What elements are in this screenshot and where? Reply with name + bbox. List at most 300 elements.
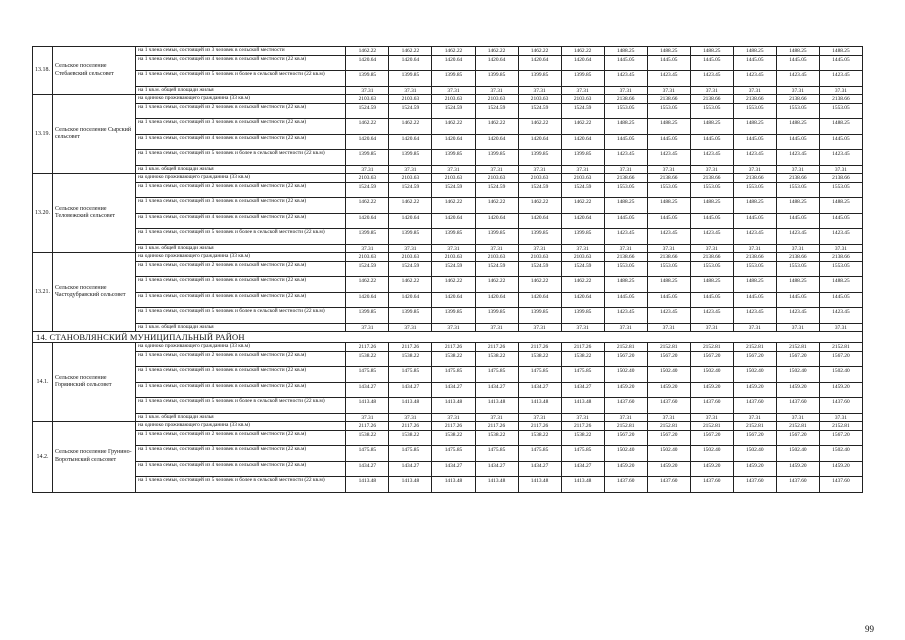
- value-cell: 1420.64: [389, 213, 432, 229]
- settlement-name: Сельское поселение Теловежский сельсовет: [53, 174, 136, 253]
- table-row: [33, 292, 863, 308]
- value-cell: 1553.05: [819, 182, 862, 198]
- value-cell: 2138.66: [819, 95, 862, 104]
- value-cell: 1524.59: [389, 261, 432, 277]
- value-cell: 1413.48: [346, 398, 389, 414]
- value-cell: 2152.81: [776, 343, 819, 352]
- row-description: на одиноко проживающего гражданина (33 кв.м): [136, 253, 346, 262]
- table-row: [33, 430, 863, 446]
- row-description: на 1 кв.м. общей площади жилья: [136, 165, 346, 174]
- value-cell: 1553.05: [776, 103, 819, 119]
- value-cell: 1420.64: [475, 134, 518, 150]
- value-cell: 1462.22: [432, 198, 475, 214]
- value-cell: 1399.85: [432, 71, 475, 87]
- settlement-name: Сельское поселение Сырский сельсовет: [53, 95, 136, 174]
- value-cell: 1399.85: [518, 71, 561, 87]
- value-cell: 37.31: [518, 165, 561, 174]
- value-cell: 1524.59: [432, 103, 475, 119]
- value-cell: 1567.20: [733, 351, 776, 367]
- value-cell: 1434.27: [346, 382, 389, 398]
- value-cell: 2138.66: [604, 174, 647, 183]
- row-description: на 1 члена семьи, состоящей из 3 человек в сельской местности (22 кв.м): [136, 198, 346, 214]
- row-description: на 1 члена семьи, состоящей из 2 человек в сельской местности (22 кв.м): [136, 430, 346, 446]
- value-cell: 1538.22: [475, 430, 518, 446]
- value-cell: 2103.63: [518, 95, 561, 104]
- value-cell: 2152.81: [690, 422, 733, 431]
- value-cell: 37.31: [561, 413, 604, 422]
- value-cell: 1423.45: [647, 71, 690, 87]
- value-cell: 37.31: [690, 86, 733, 95]
- value-cell: 1445.05: [604, 213, 647, 229]
- value-cell: 1437.60: [647, 398, 690, 414]
- value-cell: 1445.05: [604, 134, 647, 150]
- value-cell: 1553.05: [776, 182, 819, 198]
- table-row: [33, 261, 863, 277]
- value-cell: 1434.27: [432, 461, 475, 477]
- value-cell: 1445.05: [733, 213, 776, 229]
- settlement-name: Сельское поселение Грунино-Воротынский сельсовет: [53, 422, 136, 493]
- value-cell: 1462.22: [432, 47, 475, 56]
- value-cell: 2103.63: [475, 95, 518, 104]
- settlement-code: 13.19.: [33, 95, 53, 174]
- row-description: на 1 члена семьи, состоящей из 3 человек в сельской местности (22 кв.м): [136, 119, 346, 135]
- value-cell: 1475.85: [518, 367, 561, 383]
- table-row: [33, 323, 863, 332]
- value-cell: 1434.27: [389, 382, 432, 398]
- value-cell: 1445.05: [819, 134, 862, 150]
- value-cell: 2138.66: [733, 174, 776, 183]
- value-cell: 1423.45: [690, 150, 733, 166]
- value-cell: 37.31: [475, 323, 518, 332]
- value-cell: 2138.66: [690, 253, 733, 262]
- value-cell: 1423.45: [604, 229, 647, 245]
- row-description: на 1 члена семьи, состоящей из 5 человек и более в сельской местности (22 кв.м): [136, 229, 346, 245]
- value-cell: 1423.45: [776, 150, 819, 166]
- value-cell: 1445.05: [690, 134, 733, 150]
- value-cell: 1488.25: [733, 119, 776, 135]
- value-cell: 1553.05: [690, 182, 733, 198]
- value-cell: 1445.05: [776, 292, 819, 308]
- value-cell: 1462.22: [389, 277, 432, 293]
- value-cell: 1475.85: [475, 367, 518, 383]
- value-cell: 37.31: [389, 323, 432, 332]
- row-description: на 1 члена семьи, состоящей из 2 человек в сельской местности (22 кв.м): [136, 351, 346, 367]
- value-cell: 37.31: [561, 86, 604, 95]
- value-cell: 1434.27: [561, 382, 604, 398]
- value-cell: 1538.22: [475, 351, 518, 367]
- table-row: [33, 229, 863, 245]
- value-cell: 37.31: [733, 165, 776, 174]
- row-description: на одиноко проживающего гражданина (33 кв.м): [136, 95, 346, 104]
- value-cell: 1502.40: [690, 367, 733, 383]
- value-cell: 1553.05: [604, 103, 647, 119]
- row-description: на 1 кв.м. общей площади жилья: [136, 86, 346, 95]
- value-cell: 1502.40: [647, 446, 690, 462]
- value-cell: 37.31: [604, 323, 647, 332]
- value-cell: 1567.20: [604, 351, 647, 367]
- value-cell: 1445.05: [647, 292, 690, 308]
- value-cell: 2117.26: [389, 422, 432, 431]
- value-cell: 1437.60: [647, 477, 690, 493]
- value-cell: 1538.22: [561, 430, 604, 446]
- value-cell: 2138.66: [604, 95, 647, 104]
- value-cell: 1462.22: [561, 198, 604, 214]
- value-cell: 37.31: [647, 323, 690, 332]
- row-description: на 1 члена семьи, состоящей из 5 человек и более в сельской местности (22 кв.м): [136, 150, 346, 166]
- value-cell: 1462.22: [518, 47, 561, 56]
- value-cell: 1462.22: [475, 47, 518, 56]
- table-row: [33, 47, 863, 56]
- value-cell: 1437.60: [690, 477, 733, 493]
- value-cell: 2138.66: [819, 174, 862, 183]
- value-cell: 1553.05: [819, 261, 862, 277]
- table-row: [33, 253, 863, 262]
- value-cell: 37.31: [690, 165, 733, 174]
- value-cell: 1437.60: [776, 477, 819, 493]
- row-description: на 1 члена семьи, состоящей из 4 человек в сельской местности (22 кв.м): [136, 461, 346, 477]
- value-cell: 1462.22: [389, 198, 432, 214]
- value-cell: 37.31: [819, 244, 862, 253]
- value-cell: 1413.48: [432, 477, 475, 493]
- value-cell: 1553.05: [647, 182, 690, 198]
- value-cell: 1475.85: [561, 446, 604, 462]
- value-cell: 1423.45: [733, 71, 776, 87]
- value-cell: 1434.27: [475, 382, 518, 398]
- value-cell: 1488.25: [604, 119, 647, 135]
- value-cell: 1567.20: [647, 351, 690, 367]
- value-cell: 1420.64: [561, 292, 604, 308]
- table-row: [33, 103, 863, 119]
- value-cell: 37.31: [647, 413, 690, 422]
- row-description: на 1 кв.м. общей площади жилья: [136, 323, 346, 332]
- value-cell: 2152.81: [733, 343, 776, 352]
- value-cell: 2138.66: [647, 253, 690, 262]
- value-cell: 1399.85: [475, 150, 518, 166]
- value-cell: 2103.63: [432, 174, 475, 183]
- value-cell: 1459.20: [690, 461, 733, 477]
- value-cell: 2117.26: [432, 422, 475, 431]
- value-cell: 1459.20: [690, 382, 733, 398]
- table-row: [33, 244, 863, 253]
- value-cell: 1420.64: [346, 55, 389, 71]
- value-cell: 1488.25: [604, 198, 647, 214]
- value-cell: 1524.59: [475, 103, 518, 119]
- value-cell: 1420.64: [432, 134, 475, 150]
- value-cell: 1420.64: [518, 292, 561, 308]
- value-cell: 2117.26: [518, 422, 561, 431]
- table-row: [33, 55, 863, 71]
- value-cell: 37.31: [776, 165, 819, 174]
- value-cell: 1553.05: [819, 103, 862, 119]
- value-cell: 1423.45: [647, 229, 690, 245]
- row-description: на 1 члена семьи, состоящей из 5 человек и более в сельской местности (22 кв.м): [136, 308, 346, 324]
- value-cell: 37.31: [346, 413, 389, 422]
- value-cell: 1488.25: [819, 47, 862, 56]
- value-cell: 1567.20: [690, 430, 733, 446]
- value-cell: 1420.64: [561, 55, 604, 71]
- value-cell: 1420.64: [432, 213, 475, 229]
- value-cell: 2103.63: [346, 253, 389, 262]
- value-cell: 1524.59: [561, 182, 604, 198]
- value-cell: 1524.59: [561, 103, 604, 119]
- value-cell: 2117.26: [346, 343, 389, 352]
- value-cell: 1502.40: [733, 446, 776, 462]
- value-cell: 1553.05: [733, 182, 776, 198]
- value-cell: 37.31: [733, 323, 776, 332]
- value-cell: 2103.63: [389, 174, 432, 183]
- settlement-name: Сельское поселение Горяинский сельсовет: [53, 343, 136, 422]
- value-cell: 1445.05: [819, 292, 862, 308]
- value-cell: 1524.59: [389, 182, 432, 198]
- value-cell: 2103.63: [346, 174, 389, 183]
- value-cell: 1488.25: [776, 47, 819, 56]
- value-cell: 1413.48: [475, 398, 518, 414]
- value-cell: 2152.81: [776, 422, 819, 431]
- row-description: на 1 члена семьи, состоящей из 4 человек в сельской местности (22 кв.м): [136, 292, 346, 308]
- district-header-row: [33, 332, 863, 343]
- row-description: на 1 члена семьи, состоящей из 4 человек в сельской местности (22 кв.м): [136, 55, 346, 71]
- value-cell: 37.31: [432, 86, 475, 95]
- value-cell: 1399.85: [389, 71, 432, 87]
- value-cell: 37.31: [518, 413, 561, 422]
- value-cell: 1434.27: [346, 461, 389, 477]
- value-cell: 1399.85: [475, 229, 518, 245]
- value-cell: 1420.64: [518, 134, 561, 150]
- value-cell: 37.31: [819, 86, 862, 95]
- value-cell: 2117.26: [432, 343, 475, 352]
- value-cell: 1475.85: [475, 446, 518, 462]
- value-cell: 1399.85: [389, 308, 432, 324]
- table-row: [33, 165, 863, 174]
- value-cell: 1538.22: [346, 430, 389, 446]
- value-cell: 1524.59: [518, 103, 561, 119]
- table-row: [33, 86, 863, 95]
- value-cell: 37.31: [561, 323, 604, 332]
- value-cell: 1445.05: [647, 55, 690, 71]
- value-cell: 1423.45: [733, 150, 776, 166]
- value-cell: 1524.59: [475, 261, 518, 277]
- value-cell: 1462.22: [518, 198, 561, 214]
- value-cell: 1488.25: [604, 277, 647, 293]
- value-cell: 1553.05: [733, 103, 776, 119]
- value-cell: 37.31: [776, 244, 819, 253]
- value-cell: 1459.20: [776, 382, 819, 398]
- table-row: [33, 95, 863, 104]
- value-cell: 2103.63: [389, 95, 432, 104]
- settlement-code: 13.20.: [33, 174, 53, 253]
- value-cell: 1502.40: [733, 367, 776, 383]
- value-cell: 1462.22: [346, 198, 389, 214]
- value-cell: 1445.05: [647, 213, 690, 229]
- value-cell: 1567.20: [776, 351, 819, 367]
- value-cell: 1399.85: [432, 308, 475, 324]
- value-cell: 1488.25: [690, 198, 733, 214]
- table-row: [33, 351, 863, 367]
- value-cell: 1462.22: [561, 277, 604, 293]
- value-cell: 37.31: [475, 413, 518, 422]
- value-cell: 1462.22: [518, 119, 561, 135]
- value-cell: 1567.20: [819, 430, 862, 446]
- value-cell: 1445.05: [733, 134, 776, 150]
- value-cell: 1399.85: [346, 150, 389, 166]
- value-cell: 2138.66: [647, 95, 690, 104]
- value-cell: 2103.63: [561, 95, 604, 104]
- value-cell: 1553.05: [604, 182, 647, 198]
- value-cell: 37.31: [475, 244, 518, 253]
- value-cell: 1423.45: [690, 229, 733, 245]
- value-cell: 1524.59: [475, 182, 518, 198]
- value-cell: 1434.27: [432, 382, 475, 398]
- value-cell: 2138.66: [776, 174, 819, 183]
- value-cell: 1420.64: [346, 292, 389, 308]
- value-cell: 1488.25: [733, 198, 776, 214]
- row-description: на 1 члена семьи, состоящей из 2 человек в сельской местности (22 кв.м): [136, 103, 346, 119]
- value-cell: 1420.64: [389, 55, 432, 71]
- value-cell: 1475.85: [432, 367, 475, 383]
- value-cell: 1524.59: [346, 103, 389, 119]
- table-row: [33, 308, 863, 324]
- value-cell: 1420.64: [389, 292, 432, 308]
- row-description: на 1 члена семьи, состоящей из 2 человек в сельской местности (22 кв.м): [136, 261, 346, 277]
- value-cell: 1445.05: [604, 55, 647, 71]
- settlement-code: 13.18.: [33, 47, 53, 95]
- value-cell: 1434.27: [561, 461, 604, 477]
- value-cell: 1475.85: [389, 367, 432, 383]
- value-cell: 1423.45: [776, 229, 819, 245]
- value-cell: 2117.26: [475, 343, 518, 352]
- value-cell: 1488.25: [733, 277, 776, 293]
- tariff-table: [32, 46, 863, 493]
- value-cell: 1538.22: [432, 430, 475, 446]
- value-cell: 2138.66: [690, 174, 733, 183]
- table-row: [33, 413, 863, 422]
- value-cell: 1488.25: [733, 47, 776, 56]
- value-cell: 2103.63: [432, 253, 475, 262]
- value-cell: 1524.59: [389, 103, 432, 119]
- value-cell: 2103.63: [561, 253, 604, 262]
- table-row: [33, 134, 863, 150]
- settlement-name: Сельское поселение Стебаевский сельсовет: [53, 47, 136, 95]
- row-description: на одиноко проживающего гражданина (33 кв.м): [136, 174, 346, 183]
- row-description: на 1 кв.м. общей площади жилья: [136, 413, 346, 422]
- value-cell: 1423.45: [690, 308, 733, 324]
- value-cell: 2103.63: [475, 174, 518, 183]
- value-cell: 1420.64: [561, 213, 604, 229]
- value-cell: 1413.48: [518, 398, 561, 414]
- value-cell: 1553.05: [604, 261, 647, 277]
- value-cell: 37.31: [776, 86, 819, 95]
- value-cell: 1437.60: [604, 398, 647, 414]
- value-cell: 1423.45: [819, 308, 862, 324]
- value-cell: 2103.63: [518, 174, 561, 183]
- value-cell: 1413.48: [475, 477, 518, 493]
- value-cell: 37.31: [432, 244, 475, 253]
- value-cell: 2152.81: [690, 343, 733, 352]
- value-cell: 1399.85: [518, 229, 561, 245]
- value-cell: 37.31: [518, 244, 561, 253]
- table-row: [33, 213, 863, 229]
- value-cell: 1437.60: [819, 477, 862, 493]
- value-cell: 2117.26: [346, 422, 389, 431]
- value-cell: 2138.66: [733, 95, 776, 104]
- value-cell: 1538.22: [389, 351, 432, 367]
- value-cell: 1423.45: [690, 71, 733, 87]
- value-cell: 1553.05: [776, 261, 819, 277]
- value-cell: 1423.45: [647, 308, 690, 324]
- value-cell: 2138.66: [604, 253, 647, 262]
- value-cell: 1437.60: [733, 477, 776, 493]
- value-cell: 1413.48: [389, 477, 432, 493]
- value-cell: 1488.25: [776, 277, 819, 293]
- row-description: на одиноко проживающего гражданина (33 кв.м): [136, 343, 346, 352]
- value-cell: 37.31: [389, 244, 432, 253]
- value-cell: 1502.40: [819, 367, 862, 383]
- value-cell: 1567.20: [690, 351, 733, 367]
- value-cell: 37.31: [561, 244, 604, 253]
- value-cell: 1423.45: [733, 308, 776, 324]
- value-cell: 1445.05: [733, 55, 776, 71]
- value-cell: 1488.25: [690, 277, 733, 293]
- value-cell: 1567.20: [819, 351, 862, 367]
- value-cell: 37.31: [518, 323, 561, 332]
- value-cell: 1475.85: [389, 446, 432, 462]
- value-cell: 2117.26: [475, 422, 518, 431]
- value-cell: 2103.63: [389, 253, 432, 262]
- table-row: [33, 277, 863, 293]
- value-cell: 37.31: [561, 165, 604, 174]
- value-cell: 1420.64: [475, 292, 518, 308]
- value-cell: 2138.66: [776, 95, 819, 104]
- settlement-name: Сельское поселение Частодубравский сельсовет: [53, 253, 136, 332]
- value-cell: 2117.26: [561, 422, 604, 431]
- value-cell: 1399.85: [561, 150, 604, 166]
- table-row: [33, 198, 863, 214]
- value-cell: 1538.22: [518, 430, 561, 446]
- value-cell: 1399.85: [389, 229, 432, 245]
- value-cell: 1434.27: [518, 461, 561, 477]
- value-cell: 1437.60: [776, 398, 819, 414]
- row-description: на 1 члена семьи, состоящей из 5 человек и более в сельской местности (22 кв.м): [136, 398, 346, 414]
- value-cell: 1399.85: [346, 71, 389, 87]
- row-description: на 1 кв.м. общей площади жилья: [136, 244, 346, 253]
- value-cell: 37.31: [647, 86, 690, 95]
- value-cell: 37.31: [647, 244, 690, 253]
- value-cell: 37.31: [346, 244, 389, 253]
- value-cell: 1437.60: [690, 398, 733, 414]
- table-row: [33, 446, 863, 462]
- value-cell: 1462.22: [389, 47, 432, 56]
- value-cell: 1488.25: [604, 47, 647, 56]
- settlement-code: 14.2.: [33, 422, 53, 493]
- value-cell: 2103.63: [561, 174, 604, 183]
- value-cell: 2103.63: [346, 95, 389, 104]
- value-cell: 1502.40: [776, 446, 819, 462]
- value-cell: 1488.25: [647, 119, 690, 135]
- value-cell: 1538.22: [518, 351, 561, 367]
- value-cell: 1445.05: [733, 292, 776, 308]
- value-cell: 1488.25: [690, 47, 733, 56]
- value-cell: 1413.48: [518, 477, 561, 493]
- value-cell: 1524.59: [518, 261, 561, 277]
- value-cell: 1413.48: [561, 398, 604, 414]
- value-cell: 37.31: [604, 244, 647, 253]
- value-cell: 1524.59: [346, 182, 389, 198]
- value-cell: 2138.66: [776, 253, 819, 262]
- value-cell: 1445.05: [647, 134, 690, 150]
- value-cell: 1423.45: [819, 150, 862, 166]
- value-cell: 1423.45: [604, 308, 647, 324]
- value-cell: 2117.26: [518, 343, 561, 352]
